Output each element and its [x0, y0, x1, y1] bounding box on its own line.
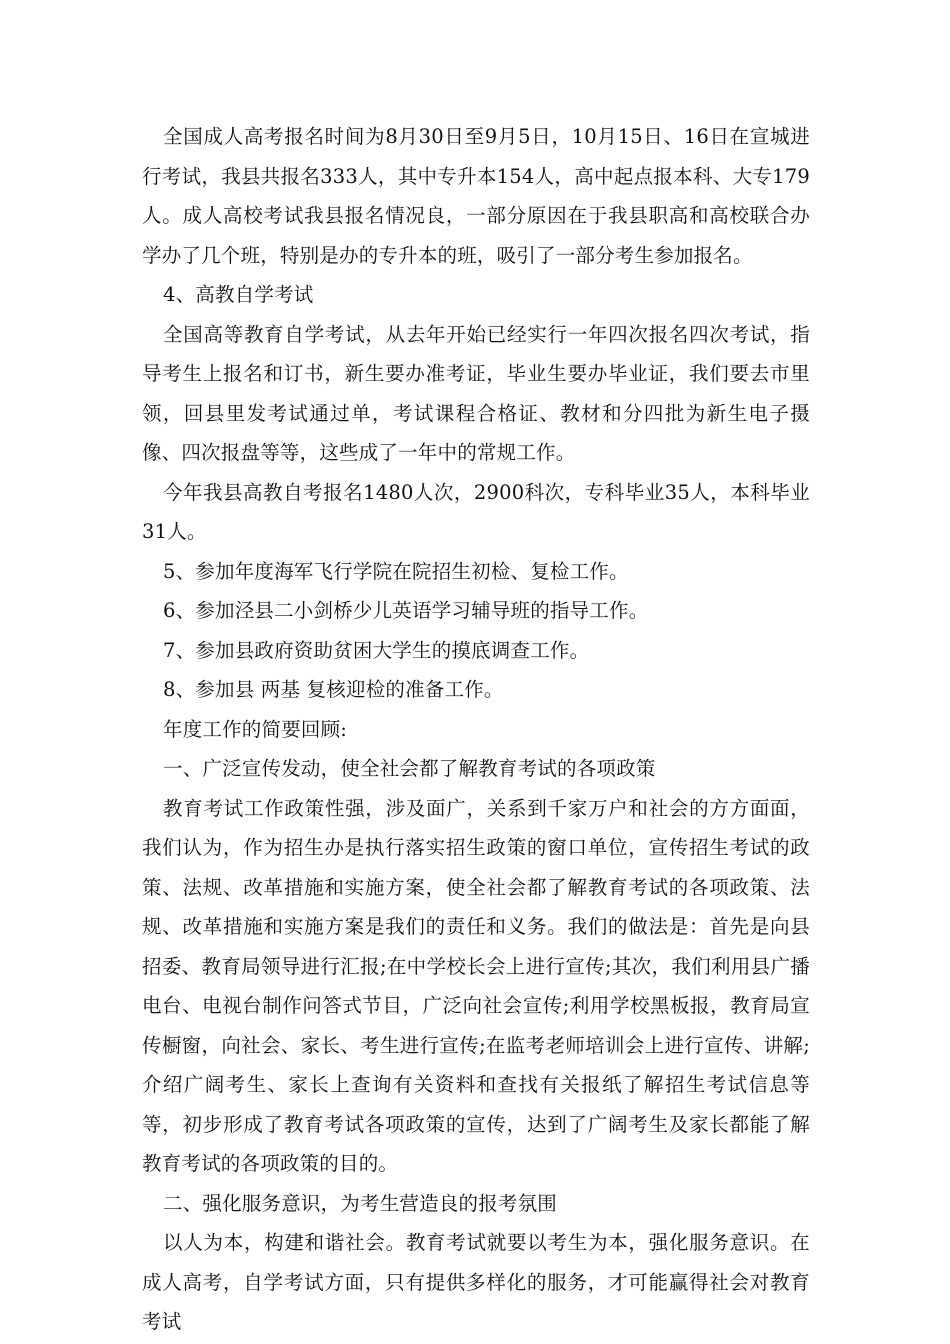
list-item-8: 8、参加县 两基 复核迎检的准备工作。	[163, 678, 504, 701]
paragraph-self-study-exam-work: 全国高等教育自学考试，从去年开始已经实行一年四次报名四次考试，指导考生上报名和订书，新生要办准考证，毕业生要办毕业证，我们要去市里领，回县里发考试通过单，考试课程合格证、教材和分四批为新生电子摄像、四次报盘等等，这些成了一年中的常规工作。	[142, 322, 810, 464]
document-body	[142, 117, 810, 1342]
section-heading-1: 一、广泛宣传发动，使全社会都了解教育考试的各项政策	[163, 757, 656, 780]
heading-self-study-exam: 4、高教自学考试	[163, 283, 314, 306]
list-item-5: 5、参加年度海军飞行学院在院招生初检、复检工作。	[163, 559, 629, 583]
section-heading-2: 二、强化服务意识，为考生营造良的报考氛围	[163, 1191, 558, 1215]
paragraph-service-awareness: 以人为本，构建和谐社会。教育考试就要以考生为本，强化服务意识。在成人高考，自学考试方面，只有提供多样化的服务，才可能赢得社会对教育考试	[142, 1231, 810, 1333]
paragraph-publicity-work: 教育考试工作政策性强，涉及面广，关系到千家万户和社会的方方面面，我们认为，作为招生办是执行落实招生政策的窗口单位，宣传招生考试的政策、法规、改革措施和实施方案，使全社会都了解教育考试的各项政策、法规、改革措施和实施方案是我们的责任和义务。我们的做法是：首先是向县招委、教育局领导进行汇报;在中学校长会上进行宣传;其次，我们利用县广播电台、电视台制作问答式节目，广泛向社会宣传;利用学校黑板报，教育局宣传橱窗，向社会、家长、考生进行宣传;在监考老师培训会上进行宣传、讲解;介绍广阔考生、家长上查询有关资料和查找有关报纸了解招生考试信息等等，初步形成了教育考试各项政策的宣传，达到了广阔考生及家长都能了解教育考试的各项政策的目的。	[142, 796, 810, 1175]
list-item-6: 6、参加泾县二小剑桥少儿英语学习辅导班的指导工作。	[163, 599, 649, 622]
section-title-annual-review: 年度工作的简要回顾:	[163, 717, 348, 741]
list-item-7: 7、参加县政府资助贫困大学生的摸底调查工作。	[163, 638, 590, 662]
paragraph-adult-exam-registration: 全国成人高考报名时间为8月30日至9月5日，10月15日、16日在宣城进行考试，我县共报名333人，其中专升本154人，高中起点报本科、大专179人。成人高校考试我县报名情况良，一部分原因在于我县职高和高校联合办学办了几个班，特别是办的专升本的班，吸引了一部分考生参加报名。	[142, 125, 810, 267]
paragraph-self-study-statistics: 今年我县高教自考报名1480人次，2900科次，专科毕业35人，本科毕业31人。	[142, 480, 810, 543]
